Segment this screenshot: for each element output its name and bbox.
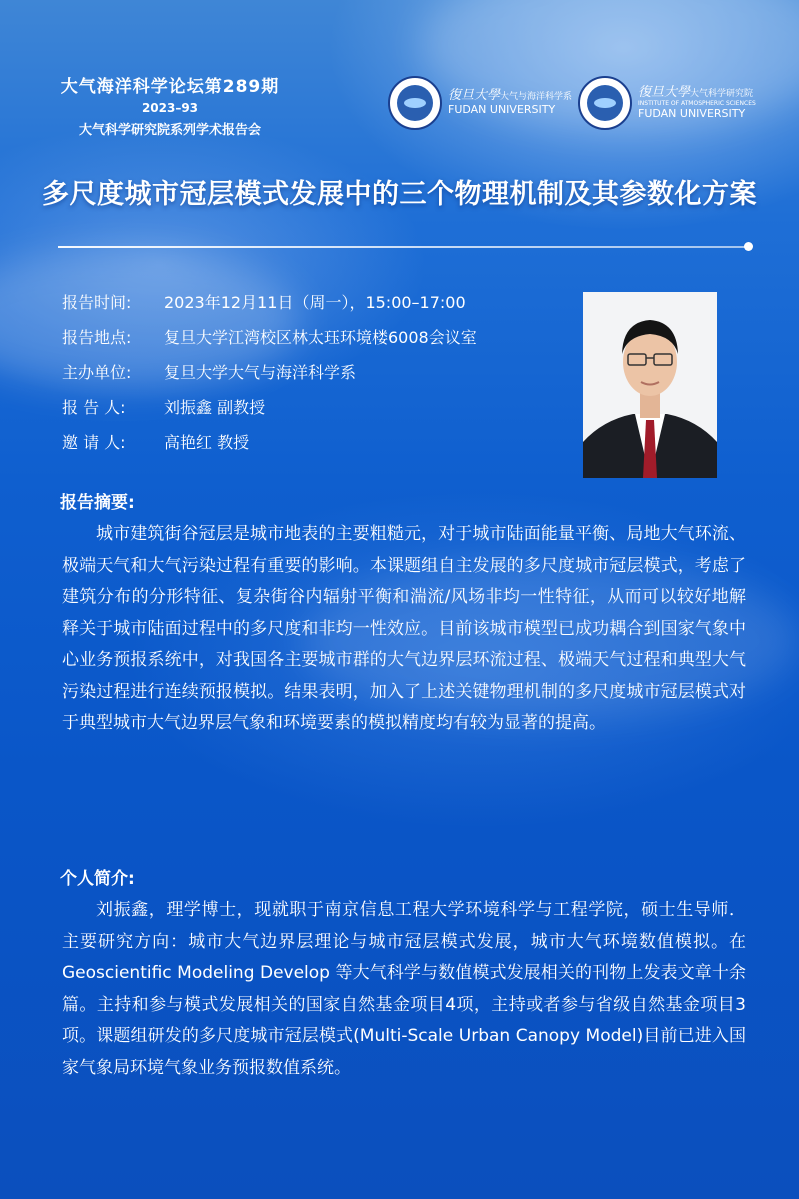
info-label: 报告时间: bbox=[62, 293, 132, 312]
talk-title: 多尺度城市冠层模式发展中的三个物理机制及其参数化方案 bbox=[42, 179, 757, 210]
series-name: 大气科学研究院系列学术报告会 bbox=[78, 123, 261, 138]
logo-dept: 大气与海洋科学系 bbox=[500, 92, 573, 103]
speaker-portrait-icon bbox=[583, 292, 717, 478]
info-label: 邀 请 人: bbox=[62, 433, 126, 452]
info-value: 复旦大学江湾校区林太珏环境楼6008会议室 bbox=[164, 328, 477, 347]
info-value: 高艳红 教授 bbox=[164, 433, 250, 452]
institute-seal-icon bbox=[578, 76, 632, 130]
info-value: 刘振鑫 副教授 bbox=[164, 398, 266, 417]
info-location bbox=[62, 319, 477, 354]
forum-title: 大气海洋科学论坛第289期 bbox=[60, 77, 280, 97]
info-value: 2023年12月11日（周一），15:00–17:00 bbox=[164, 293, 466, 312]
bio-text: 刘振鑫，理学博士，现就职于南京信息工程大学环境科学与工程学院，硕士生导师． 主要研究方向：城市大气边界层理论与城市冠层模式发展，城市大气环境数值模拟。在Geoscientific Modeling Develop 等大气科学与数值模式发展相关的刊物上发表文章十余篇。主持和参与模式发展相关的国家自然基金项目4项，主持或者参与省级自然基金项目3项。课题组研发的多尺度城市冠层模式(Multi-Scale Urban Canopy Model)目前已进入国家气象局环境气象业务预报数值系统。 bbox=[62, 900, 746, 1078]
logo-name-en: FUDAN UNIVERSITY bbox=[448, 103, 556, 117]
logo-institute bbox=[578, 76, 756, 130]
info-label: 报 告 人: bbox=[62, 398, 126, 417]
dept-seal-icon bbox=[388, 76, 442, 130]
divider-line bbox=[58, 246, 748, 248]
talk-info bbox=[62, 284, 477, 459]
forum-header bbox=[0, 72, 340, 138]
logo-dept: 大气科学研究院 bbox=[690, 88, 754, 99]
info-inviter bbox=[62, 424, 477, 459]
logo-name-en: FUDAN UNIVERSITY bbox=[638, 106, 746, 120]
abstract-text: 城市建筑街谷冠层是城市地表的主要粗糙元，对于城市陆面能量平衡、局地大气环流、极端天气和大气污染过程有重要的影响。本课题组自主发展的多尺度城市冠层模式，考虑了建筑分布的分形特征、复杂街谷内辐射平衡和湍流/风场非均一性特征，从而可以较好地解释关于城市陆面过程中的多尺度和非均一性效应。目前该城市模型已成功耦合到国家气象中心业务预报系统中，对我国各主要城市群的大气边界层环流过程、极端天气过程和典型大气污染过程进行连续预报模拟。结果表明，加入了上述关键物理机制的多尺度城市冠层模式对于典型城市大气边界层气象和环境要素的模拟精度均有较为显著的提高。 bbox=[62, 524, 746, 733]
speaker-photo bbox=[583, 292, 717, 478]
abstract-heading: 报告摘要: bbox=[60, 493, 135, 513]
info-label: 主办单位: bbox=[62, 363, 132, 382]
logo-name-cn: 復旦大學 bbox=[638, 84, 691, 100]
series-number: 2023–93 bbox=[141, 101, 199, 115]
logo-institute-en: INSTITUTE OF ATMOSPHERIC SCIENCES bbox=[638, 99, 756, 107]
info-speaker bbox=[62, 389, 477, 424]
logo-name-cn: 復旦大學 bbox=[448, 88, 501, 104]
info-time bbox=[62, 284, 477, 319]
info-label: 报告地点: bbox=[62, 328, 132, 347]
info-host bbox=[62, 354, 477, 389]
bio-heading: 个人简介: bbox=[60, 869, 135, 889]
info-value: 复旦大学大气与海洋科学系 bbox=[164, 363, 357, 382]
logo-dept-atmos-ocean bbox=[388, 76, 572, 130]
divider-dot bbox=[744, 242, 753, 251]
